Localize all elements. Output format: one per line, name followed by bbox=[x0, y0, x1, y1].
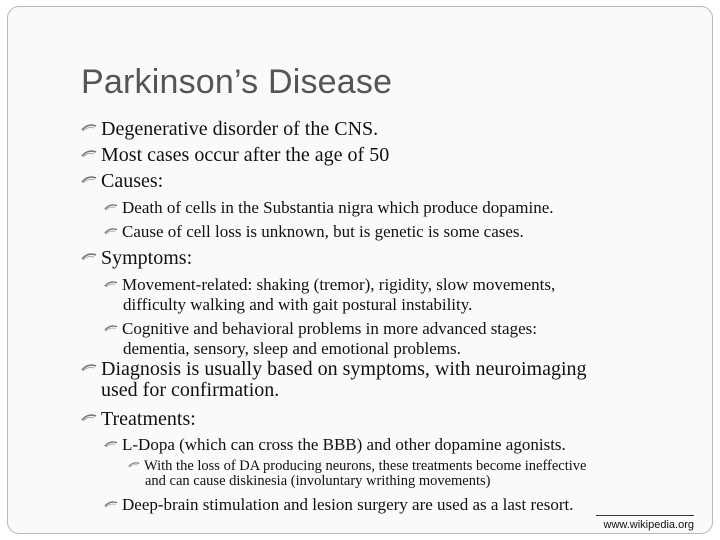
sweep-arc-bullet-icon bbox=[81, 413, 97, 423]
bullet-text-continuation: used for confirmation. bbox=[101, 379, 280, 401]
bullet-item bbox=[81, 171, 163, 191]
bullet-item bbox=[104, 319, 537, 358]
sweep-arc-bullet-icon bbox=[104, 440, 118, 449]
sweep-arc-bullet-icon bbox=[104, 500, 118, 509]
bullet-item bbox=[81, 409, 196, 429]
sweep-arc-bullet-icon bbox=[104, 324, 118, 333]
sweep-arc-bullet-icon bbox=[104, 227, 118, 236]
bullet-text: Treatments: bbox=[101, 408, 196, 430]
bullet-item bbox=[81, 359, 587, 401]
bullet-item bbox=[104, 275, 555, 314]
bullet-text: Symptoms: bbox=[101, 247, 193, 269]
bullet-text: Cause of cell loss is unknown, but is genetic is some cases. bbox=[122, 222, 524, 241]
bullet-text: Death of cells in the Substantia nigra which produce dopamine. bbox=[122, 198, 554, 217]
bullet-item bbox=[104, 199, 554, 216]
sweep-arc-bullet-icon bbox=[81, 252, 97, 262]
sweep-arc-bullet-icon bbox=[104, 203, 118, 212]
bullet-text: Most cases occur after the age of 50 bbox=[101, 144, 390, 166]
sweep-arc-bullet-icon bbox=[81, 175, 97, 185]
sweep-arc-bullet-icon bbox=[81, 149, 97, 159]
sweep-arc-bullet-icon bbox=[128, 461, 140, 469]
bullet-text: Causes: bbox=[101, 170, 164, 192]
bullet-text: With the loss of DA producing neurons, these treatments become ineffective bbox=[144, 458, 587, 474]
bullet-item bbox=[81, 119, 378, 139]
sweep-arc-bullet-icon bbox=[81, 123, 97, 133]
bullet-text: Degenerative disorder of the CNS. bbox=[101, 118, 379, 140]
sweep-arc-bullet-icon bbox=[104, 280, 118, 289]
sweep-arc-bullet-icon bbox=[81, 363, 97, 373]
bullet-text: Cognitive and behavioral problems in more advanced stages: bbox=[122, 319, 537, 338]
slide-title: Parkinson’s Disease bbox=[81, 63, 393, 101]
bullet-item bbox=[128, 459, 586, 489]
bullet-text: L-Dopa (which can cross the BBB) and other dopamine agonists. bbox=[122, 435, 566, 454]
bullet-item bbox=[104, 223, 524, 240]
source-credit: www.wikipedia.org bbox=[596, 515, 694, 531]
slide bbox=[7, 6, 713, 534]
bullet-text-continuation: dementia, sensory, sleep and emotional problems. bbox=[123, 338, 461, 358]
bullet-text: Movement-related: shaking (tremor), rigidity, slow movements, bbox=[122, 275, 556, 294]
bullet-text-continuation: difficulty walking and with gait postural instability. bbox=[123, 294, 473, 314]
bullet-item bbox=[81, 248, 192, 268]
bullet-text: Deep-brain stimulation and lesion surgery are used as a last resort. bbox=[122, 495, 574, 514]
bullet-text-continuation: and can cause diskinesia (involuntary writhing movements) bbox=[145, 473, 491, 490]
bullet-text: Diagnosis is usually based on symptoms, with neuroimaging bbox=[101, 358, 587, 380]
bullet-item bbox=[104, 436, 566, 453]
bullet-item bbox=[81, 145, 389, 165]
bullet-item bbox=[104, 496, 573, 513]
